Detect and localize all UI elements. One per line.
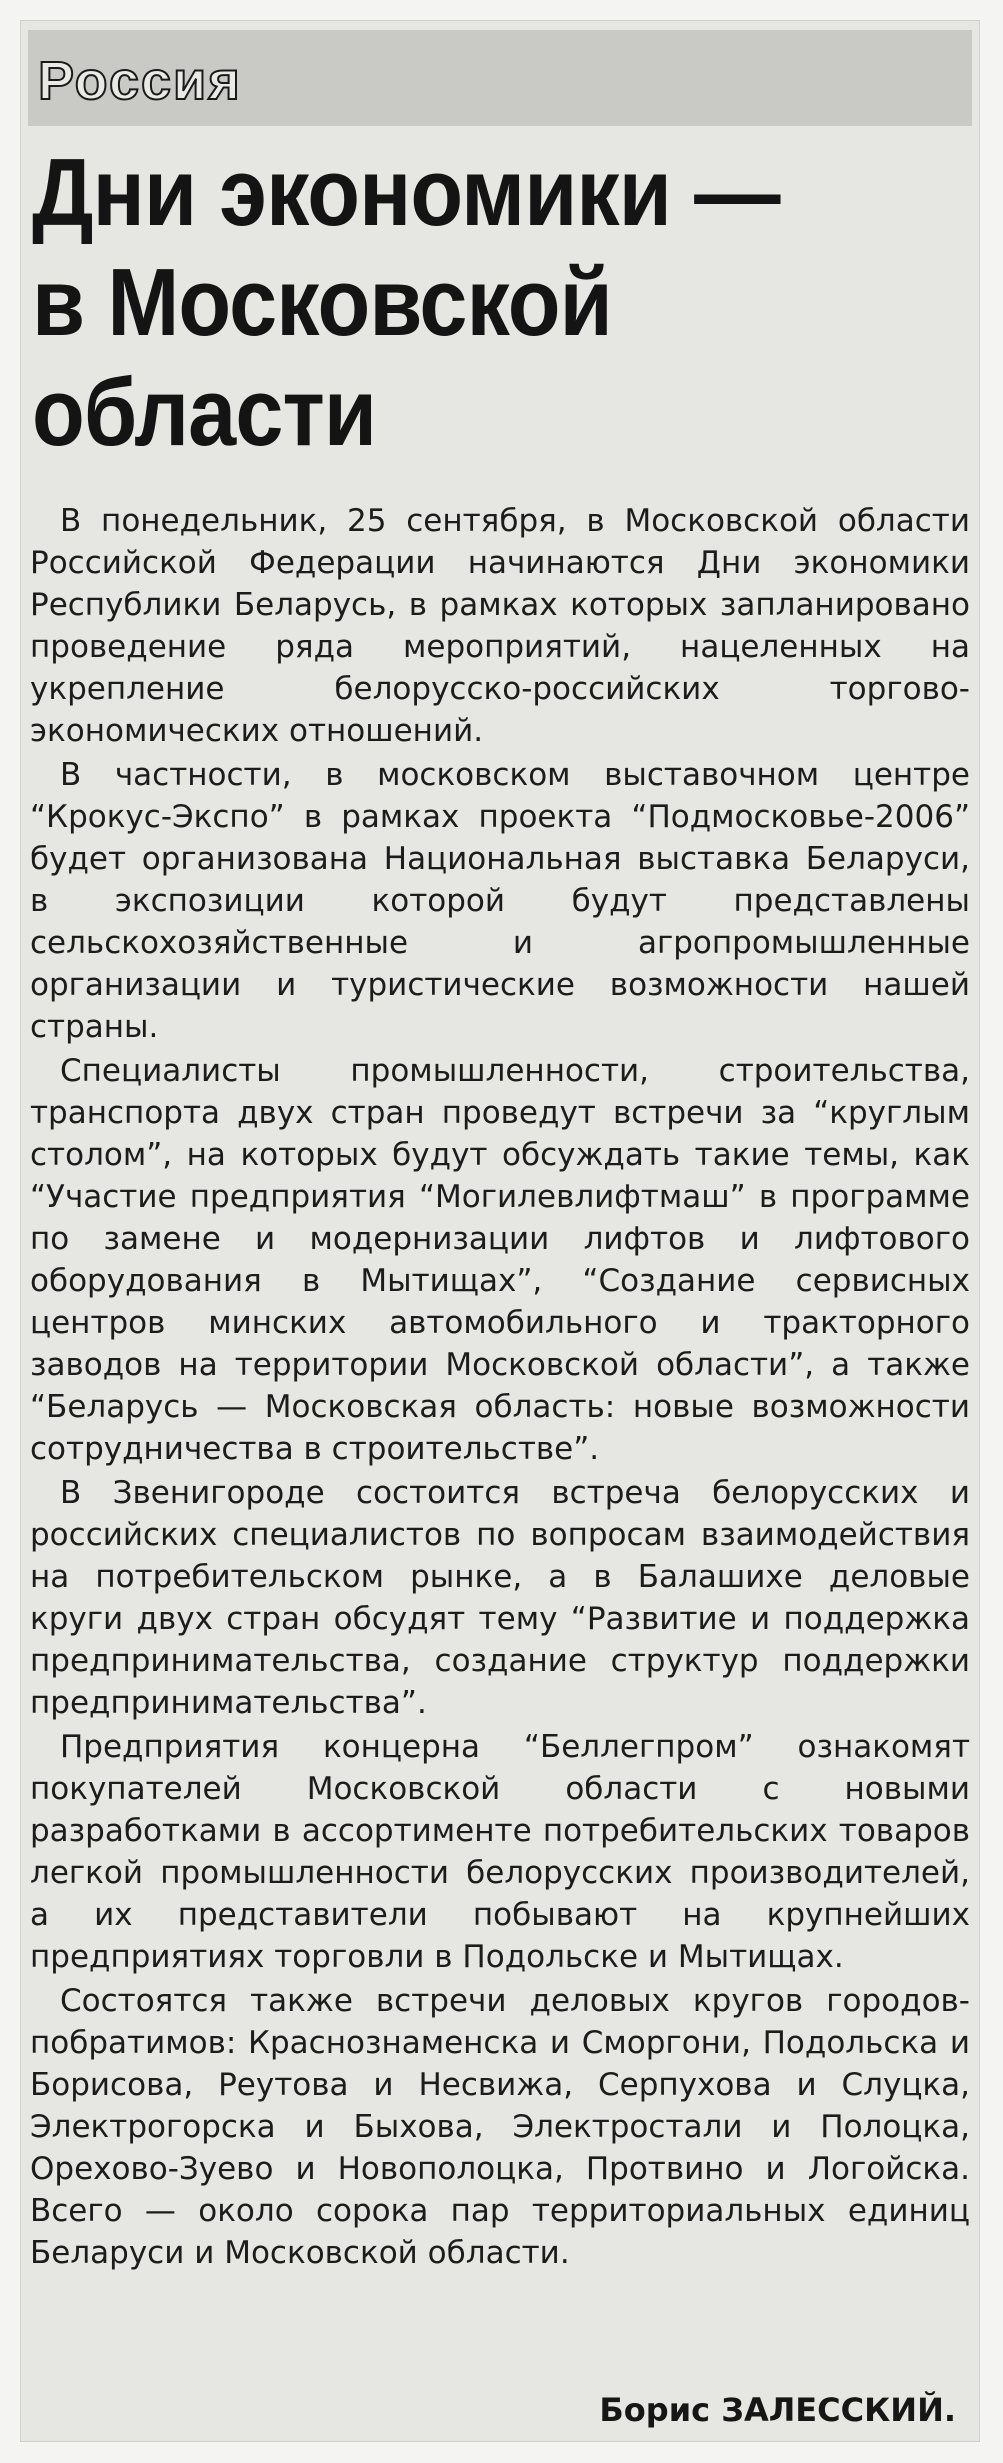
paragraph-6: Состоятся также встречи деловых кругов городов-побратимов: Краснознаменска и Сморгони, Подольска и Борисова, Реутова и Несвижа, Серпухова и Слуцка, Электрогорска и Быхова, Электростали и Полоцка, Орехово-Зуево и Новополоцка, Протвино и Логойска. Всего — около сорока пар территориальных единиц Беларуси и Московской области.: [30, 1983, 970, 2271]
headline-line-3: области: [32, 359, 377, 466]
headline-line-2: в Московской: [32, 249, 612, 356]
headline-line-1: Дни экономики —: [32, 139, 780, 246]
paragraph-4: В Звенигороде состоится встреча белорусских и российских специалистов по вопросам взаимодействия на потребительском рынке, а в Балашихе деловые круги двух стран обсудят тему “Развитие и поддержка предпринимательства, создание структур поддержки предпринимательства”.: [30, 1475, 970, 1721]
newspaper-clipping: [20, 20, 980, 2442]
section-label: Россия: [38, 51, 242, 111]
headline: [32, 138, 878, 468]
paragraph-2: В частности, в московском выставочном центре “Крокус-Экспо” в рамках проекта “Подмосковье-2006” будет организована Национальная выставка Беларуси, в экспозиции которой будут представлены сельскохозяйственные и агропромышленные организации и туристические возможности нашей страны.: [30, 757, 970, 1045]
paragraph-3: Специалисты промышленности, строительства, транспорта двух стран проведут встречи за “круглым столом”, на которых будут обсуждать такие темы, как “Участие предприятия “Могилевлифтмаш” в программе по замене и модернизации лифтов и лифтового оборудования в Мытищах”, “Создание сервисных центров минских автомобильного и тракторного заводов на территории Московской области”, а также “Беларусь — Московская область: новые возможности сотрудничества в строительстве”.: [30, 1053, 970, 1467]
article-body: [30, 500, 970, 2276]
author-signature: Борис ЗАЛЕССКИЙ.: [599, 2391, 956, 2429]
paragraph-1: В понедельник, 25 сентября, в Московской области Российской Федерации начинаются Дни экономики Республики Беларусь, в рамках которых запланировано проведение ряда мероприятий, нацеленных на укрепление белорусско-российских торгово-экономических отношений.: [30, 503, 970, 749]
paragraph-5: Предприятия концерна “Беллегпром” ознакомят покупателей Московской области с новыми разработками в ассортименте потребительских товаров легкой промышленности белорусских производителей, а их представители побывают на крупнейших предприятиях торговли в Подольске и Мытищах.: [30, 1729, 970, 1975]
